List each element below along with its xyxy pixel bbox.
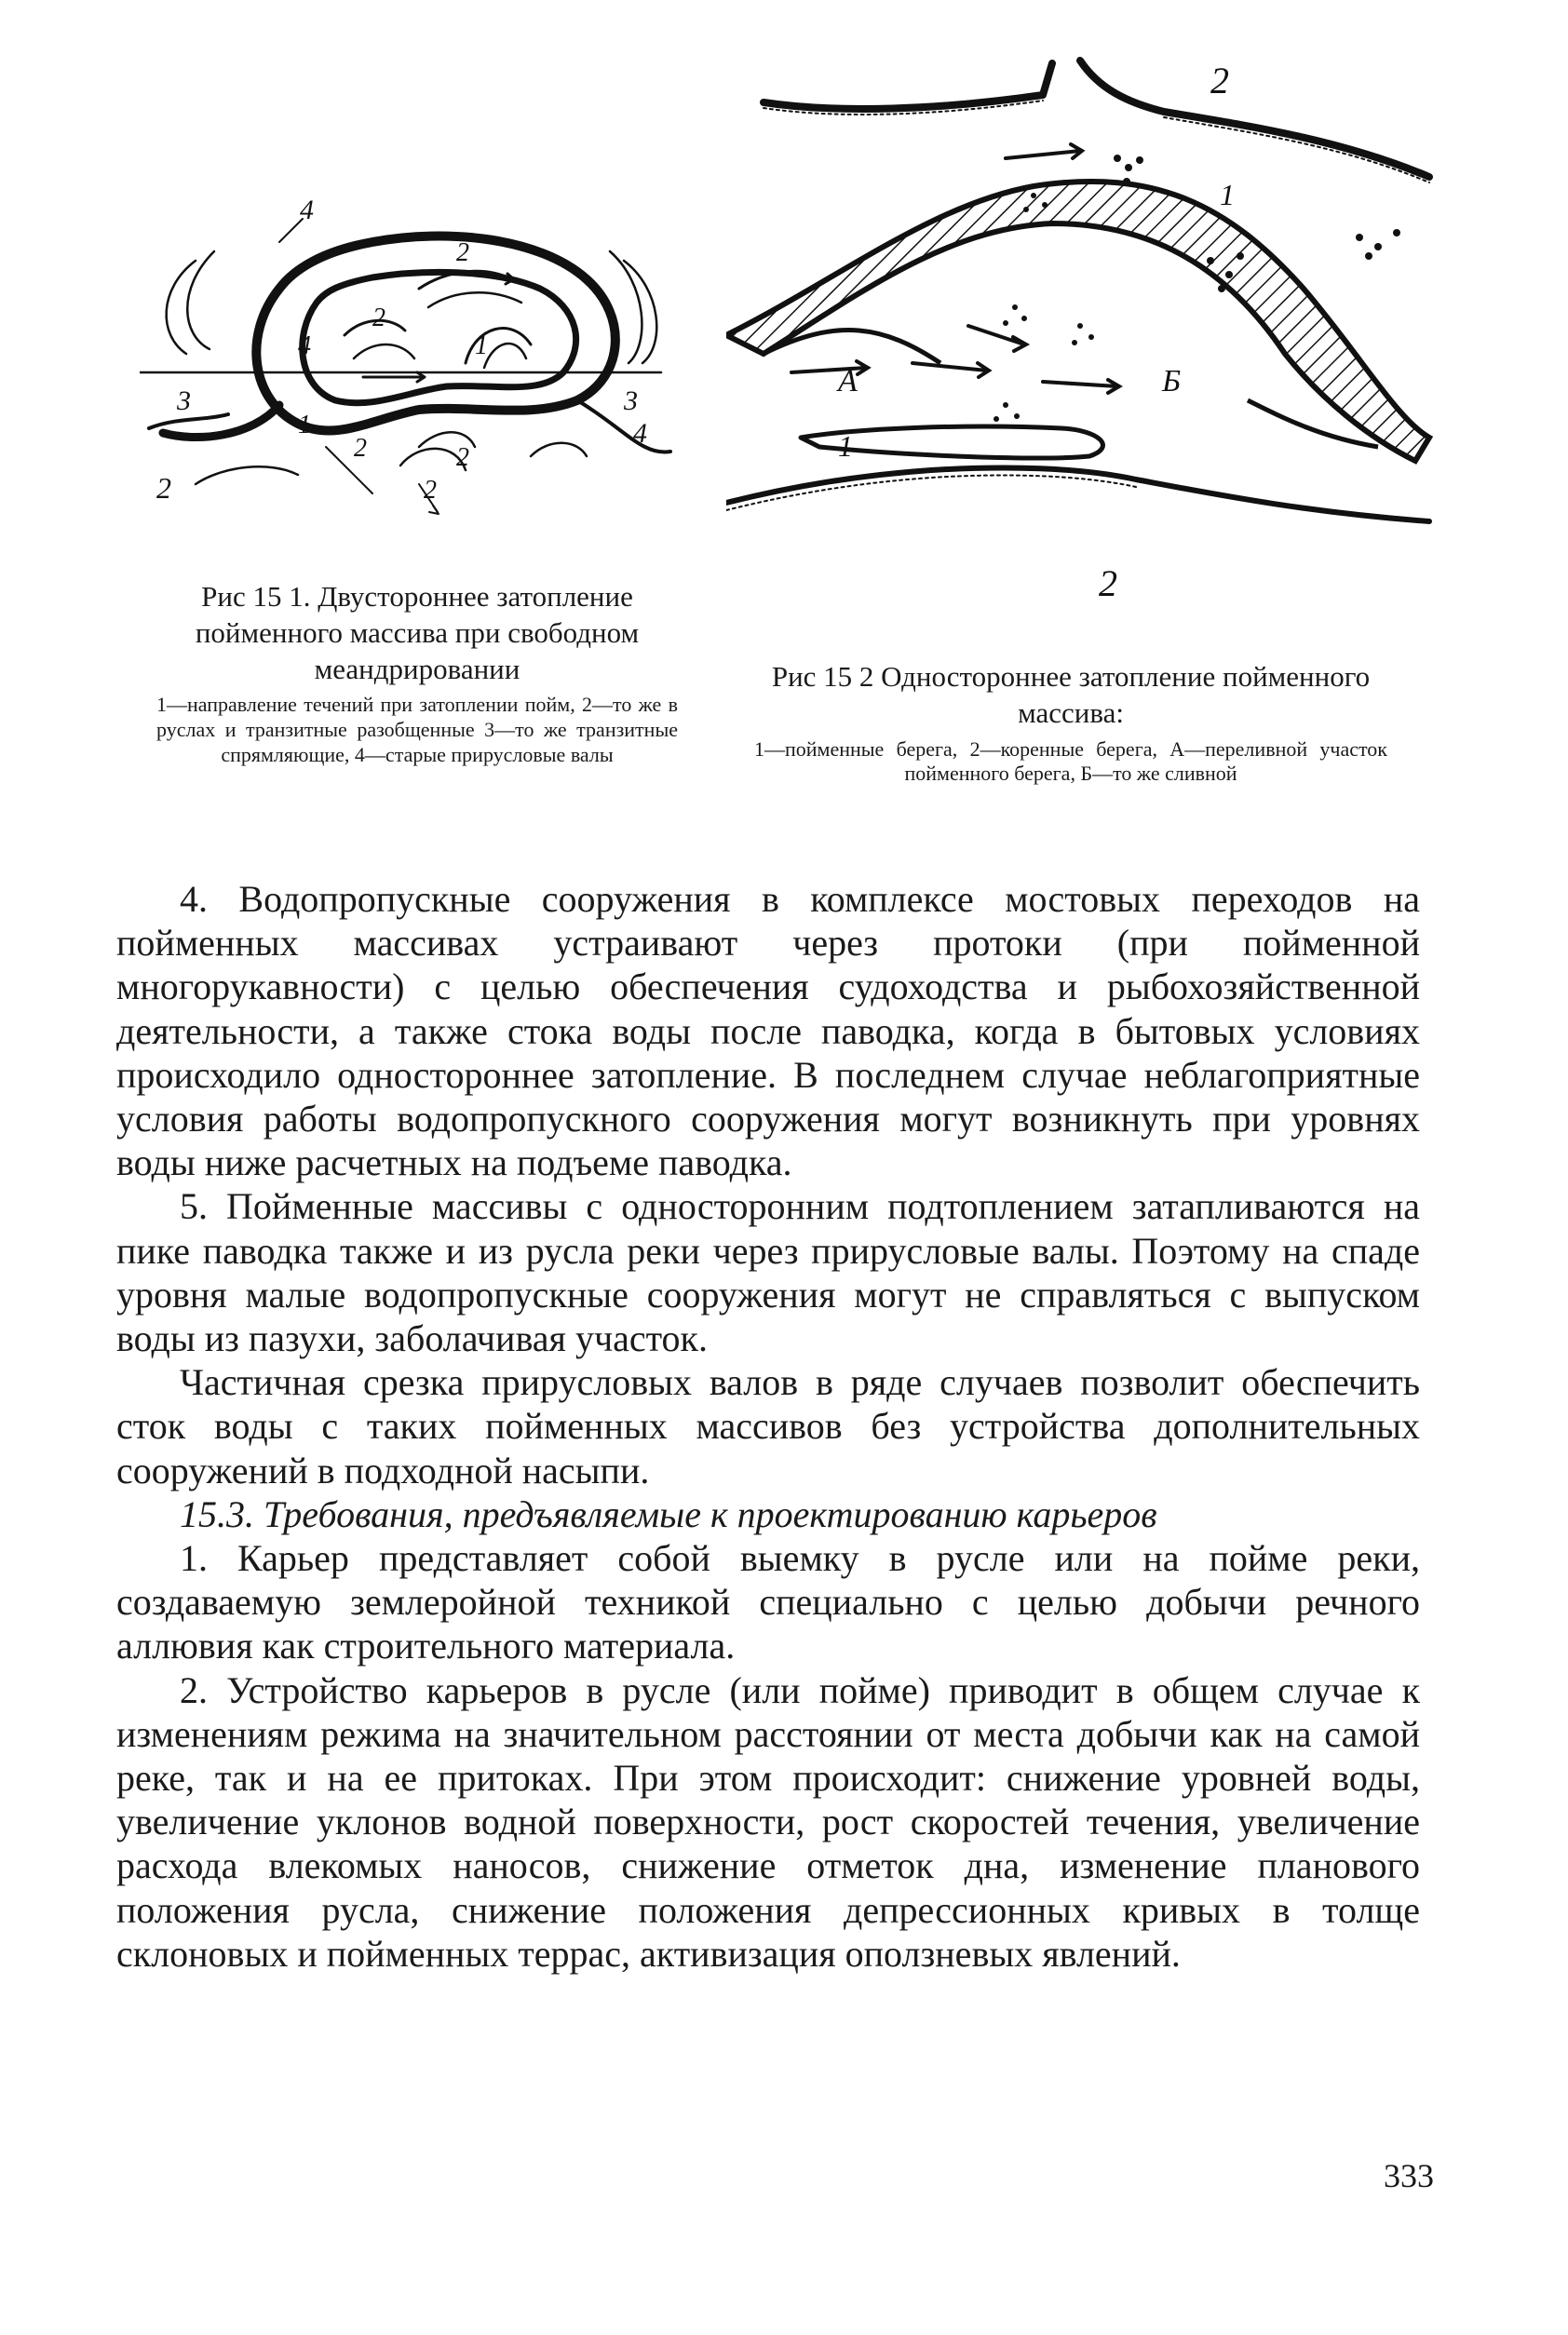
fig1-label-2-mid: 2 <box>456 443 469 472</box>
fig2-label-2-bottom: 2 <box>1099 562 1117 604</box>
figure-15-1-drawing <box>140 177 689 549</box>
paragraph: 1. Карьер представляет собой выемку в русле или на пойме реки, создаваемую землеройной техникой специально с целью добычи речного аллювия как строительного материала. <box>116 1537 1420 1667</box>
fig1-label-2-bottom: 2 <box>424 476 437 505</box>
figure-15-2 <box>726 47 1434 605</box>
fig1-label-1-center: 1 <box>475 331 488 360</box>
fig1-label-2-top: 2 <box>456 238 469 267</box>
fig1-label-3-left: 3 <box>177 385 191 416</box>
fig1-label-3-right: 3 <box>624 385 638 416</box>
figure-15-1 <box>140 177 689 549</box>
fig1-label-2-inner: 2 <box>372 304 385 332</box>
section-heading: 15.3. Требования, предъявляемые к проектированию карьеров <box>180 1492 1157 1535</box>
figure-15-2-caption-title: Рис 15 2 Одностороннее затопление пойменного массива: <box>771 660 1371 729</box>
fig1-label-4: 4 <box>300 195 314 225</box>
fig1-label-4-right: 4 <box>633 418 647 449</box>
figure-15-2-drawing <box>726 47 1434 605</box>
figure-15-1-caption <box>156 579 678 768</box>
fig1-label-2: 2 <box>156 471 171 505</box>
fig2-label-B: Б <box>1162 364 1182 398</box>
figure-15-1-caption-title: Рис 15 1. Двустороннее затопление пойменного массива при свободном меандрировании <box>195 580 640 685</box>
fig1-label-2-lower: 2 <box>354 434 367 463</box>
figure-15-1-caption-legend: 1—направление течений при затоплении пойм, 2—то же в руслах и транзитные разобщенные 3—то же транзитные спрямляющие, 4—старые прирусловые валы <box>156 693 678 766</box>
paragraph: 4. Водопропускные сооружения в комплексе мостовых переходов на пойменных массивах устраивают через протоки (при пойменной многорукавности) с целью обеспечения судоходства и рыбохозяйственной деятельности, а также стока воды после паводка, когда в бытовых условиях происходило одностороннее затопление. В последнем случае неблагоприятные условия работы водопропускного сооружения могут возникнуть при уровнях воды ниже расчетных на подъеме паводка. <box>116 878 1420 1184</box>
fig1-label-1-lower: 1 <box>298 411 311 439</box>
fig2-label-1-bottom: 1 <box>838 429 853 463</box>
page-number: 333 <box>1384 2157 1434 2194</box>
paragraph: 2. Устройство карьеров в русле (или пойме) приводит в общем случае к изменениям режима на значительном расстоянии от места добычи как на самой реке, так и на ее притоках. При этом происходит: снижение уровней воды, увеличение уклонов водной поверхности, рост скоростей течения, увеличение расхода влекомых наносов, снижение отметок дна, изменение планового положения русла, снижение положения депрессионных кривых в толще склоновых и пойменных террас, активизация оползневых явлений. <box>116 1668 1420 1975</box>
fig2-label-1-top: 1 <box>1220 178 1235 211</box>
figure-15-2-caption <box>754 659 1387 787</box>
paragraph: Частичная срезка прирусловых валов в ряде случаев позволит обеспечить сток воды с таких пойменных массивов без устройства дополнительных сооружений в подходной насыпи. <box>116 1361 1420 1491</box>
body-text <box>116 877 1420 1976</box>
fig1-label-4-inner: 4 <box>298 331 311 360</box>
fig2-label-2-top: 2 <box>1210 60 1229 101</box>
paragraph: 5. Пойменные массивы с односторонним подтоплением затапливаются на пике паводка также и из русла реки через прирусловые валы. Поэтому на спаде уровня малые водопропускные сооружения могут не справляться с выпуском воды из пазухи, заболачивая участок. <box>116 1185 1420 1360</box>
fig2-label-A: А <box>838 364 858 398</box>
figure-15-2-caption-legend: 1—пойменные берега, 2—коренные берега, А—переливной участок пойменного берега, Б—то же сливной <box>754 736 1387 786</box>
